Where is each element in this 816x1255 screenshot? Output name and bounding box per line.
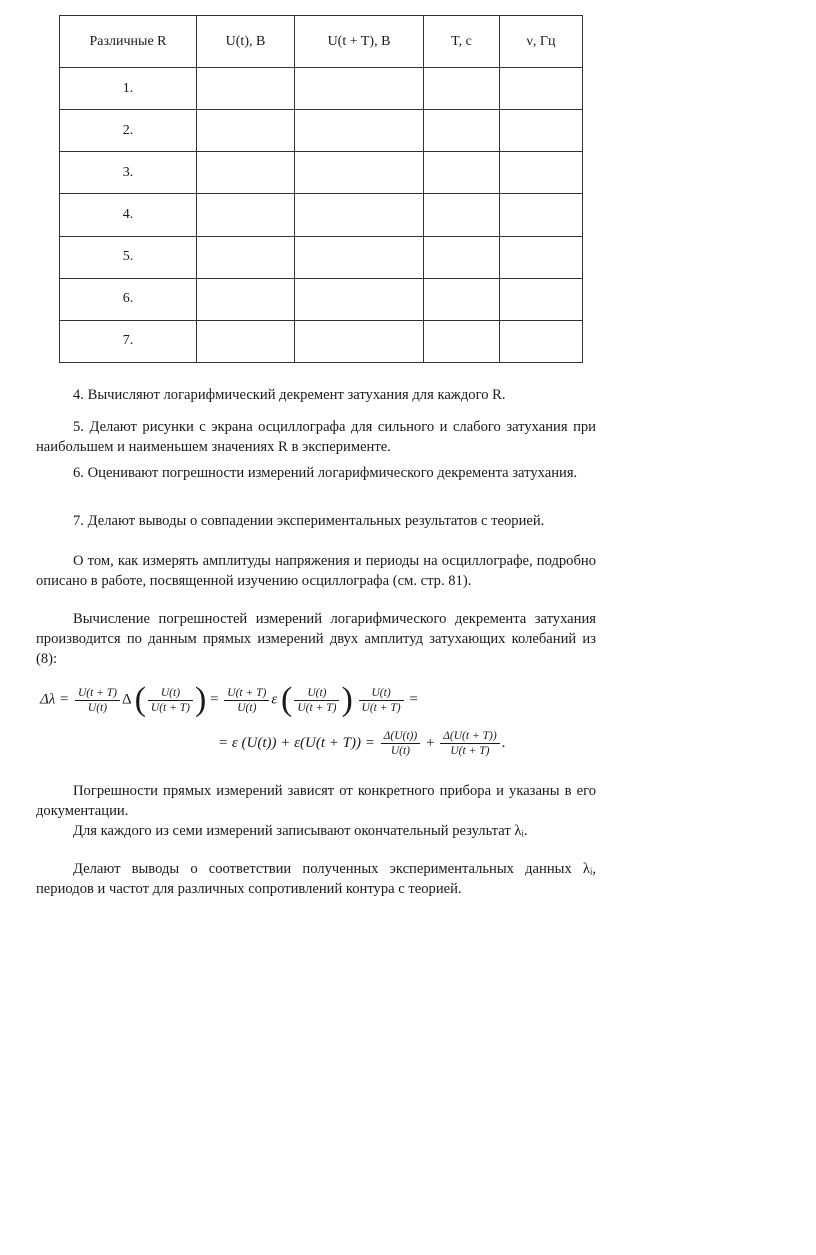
formula-lhs: Δλ = xyxy=(40,691,70,708)
step-6: 6. Оценивают погрешности измерений логарифмического декремента затухания. xyxy=(73,465,578,481)
formula-middle: = ε (U(t)) + ε(U(t + T)) = xyxy=(218,734,375,751)
table-cell xyxy=(424,278,500,320)
delta-symbol: Δ xyxy=(122,691,131,708)
header-frequency: ν, Гц xyxy=(500,16,583,68)
left-paren: ( xyxy=(281,681,293,718)
table-cell xyxy=(295,236,424,278)
table-row xyxy=(60,278,583,320)
fraction: $\frac{U(t + T)}{U(t)}$ xyxy=(75,687,120,714)
table-row xyxy=(60,110,583,152)
paragraph-final-result: Для каждого из семи измерений записывают окончательный результат λᵢ. xyxy=(73,823,528,839)
equals-sign: = xyxy=(409,691,418,708)
right-paren: ) xyxy=(341,681,353,718)
step-7: 7. Делают выводы о совпадении экспериментальных результатов с теорией. xyxy=(73,513,545,529)
table-cell xyxy=(424,194,500,236)
row-number: 4. xyxy=(60,194,197,236)
equals-sign: = xyxy=(210,691,219,708)
table-cell xyxy=(197,278,295,320)
right-paren: ) xyxy=(195,681,207,718)
table-row xyxy=(60,152,583,194)
table-cell xyxy=(197,236,295,278)
row-number: 5. xyxy=(60,236,197,278)
epsilon-symbol: ε xyxy=(271,691,278,708)
step-5: 5. Делают рисунки с экрана осциллографа для сильного и слабого затухания при наибольшем и наименьшем значениях R в эксперименте. xyxy=(36,419,596,455)
table-cell xyxy=(500,194,583,236)
table-row xyxy=(60,236,583,278)
table-cell xyxy=(500,278,583,320)
table-cell xyxy=(500,236,583,278)
table-cell xyxy=(424,152,500,194)
formula-line-1 xyxy=(40,683,418,717)
paragraph-direct-errors: Погрешности прямых измерений зависят от конкретного прибора и указаны в его документации. xyxy=(36,783,596,819)
paragraph-error-calc: Вычисление погрешностей измерений логарифмического декремента затухания производится по данным прямых измерений двух амплитуд затухающих колебаний из (8): xyxy=(36,611,596,667)
fraction: $\frac{U(t)}{U(t + T)}$ xyxy=(359,687,404,714)
table-cell xyxy=(424,68,500,110)
paragraph-conclusions: Делают выводы о соответствии полученных экспериментальных данных λᵢ, периодов и частот для различных сопротивлений контура с теорией. xyxy=(36,861,596,897)
table-cell xyxy=(424,236,500,278)
formula-line-2 xyxy=(218,730,505,757)
plus-sign: + xyxy=(425,734,435,751)
row-number: 1. xyxy=(60,68,197,110)
period-mark: . xyxy=(501,734,506,751)
row-number: 3. xyxy=(60,152,197,194)
row-number: 6. xyxy=(60,278,197,320)
fraction: $\frac{U(t)}{U(t + T)}$ xyxy=(148,687,193,714)
table-row xyxy=(60,320,583,362)
left-paren: ( xyxy=(134,681,146,718)
table-cell xyxy=(500,152,583,194)
table-cell xyxy=(197,152,295,194)
fraction: $\frac{U(t + T)}{U(t)}$ xyxy=(224,687,269,714)
step-4: 4. Вычисляют логарифмический декремент затухания для каждого R. xyxy=(73,387,506,403)
paragraph-oscillograph: О том, как измерять амплитуды напряжения и периоды на осциллографе, подробно описано в работе, посвященной изучению осциллографа (см. стр. 81). xyxy=(36,553,596,589)
table-cell xyxy=(197,320,295,362)
table-cell xyxy=(295,194,424,236)
fraction: $\frac{U(t)}{U(t + T)}$ xyxy=(294,687,339,714)
header-period: T, с xyxy=(424,16,500,68)
fraction: $\frac{\Delta(U(t))}{U(t)}$ xyxy=(381,730,421,757)
table-cell xyxy=(500,110,583,152)
table-cell xyxy=(295,68,424,110)
header-resistance: Различные R xyxy=(60,16,197,68)
measurement-table xyxy=(59,15,583,363)
table-cell xyxy=(295,278,424,320)
table-row xyxy=(60,194,583,236)
header-u-t-plus-t: U(t + T), В xyxy=(295,16,424,68)
table-cell xyxy=(197,194,295,236)
table-header-row xyxy=(60,16,583,68)
table-cell xyxy=(424,320,500,362)
table-cell xyxy=(295,152,424,194)
table-cell xyxy=(295,110,424,152)
table-cell xyxy=(500,320,583,362)
header-u-t: U(t), В xyxy=(197,16,295,68)
table-cell xyxy=(500,68,583,110)
table-cell xyxy=(424,110,500,152)
table-cell xyxy=(197,68,295,110)
table-cell xyxy=(197,110,295,152)
table-row xyxy=(60,68,583,110)
table-cell xyxy=(295,320,424,362)
row-number: 7. xyxy=(60,320,197,362)
row-number: 2. xyxy=(60,110,197,152)
fraction: $\frac{\Delta(U(t + T))}{U(t + T)}$ xyxy=(440,730,499,757)
